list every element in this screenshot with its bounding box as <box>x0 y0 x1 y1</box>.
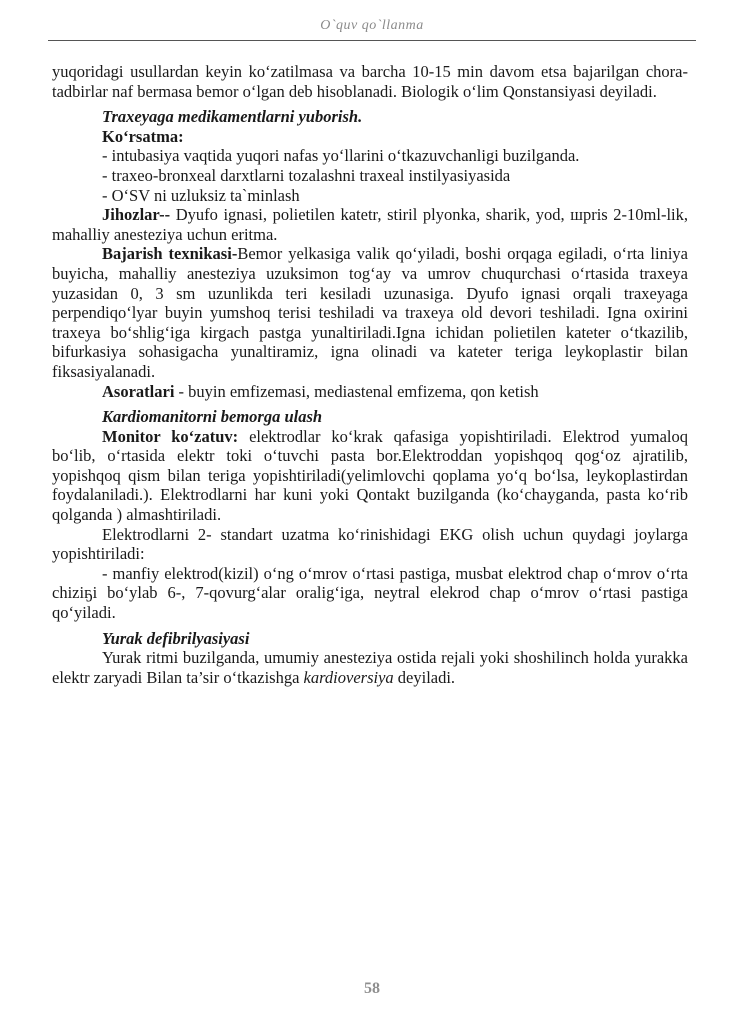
page-body <box>52 62 688 687</box>
section-heading-defibrillation: Yurak defibrilyasiyasi <box>102 628 250 648</box>
equipment-label: Jihozlar-- <box>102 205 171 225</box>
page-number: 58 <box>364 980 380 997</box>
section-heading-trachea: Traxeyaga medikamentlarni yuborish. <box>102 107 363 127</box>
header-divider <box>48 40 696 41</box>
defibrillation-end: deyiladi. <box>393 667 456 687</box>
technique-paragraph <box>52 244 688 381</box>
equipment-paragraph <box>52 205 688 244</box>
monitor-paragraph <box>52 427 688 525</box>
section-heading-monitor: Kardiomanitorni bemorga ulash <box>102 407 323 427</box>
cardioversion-term: kardioversiya <box>303 667 394 687</box>
ekg-paragraph: Elektrodlarni 2- standart uzatma ko‘rinishidagi EKG olish uchun quydagi joylarga yopishtiriladi: <box>52 524 688 564</box>
complications-label: Asoratlari <box>102 381 175 401</box>
defibrillation-text: Yurak ritmi buzilganda, umumiy anesteziya ostida rejali yoki shoshilinch holda yurakka elektr zaryadi Bilan ta’sir o‘tkazishga <box>52 648 688 687</box>
defibrillation-paragraph <box>52 648 688 687</box>
indications-line <box>52 127 688 147</box>
monitor-text: elektrodlar ko‘krak qafasiga yopishtiriladi. Elektrod yumaloq bo‘lib, o‘rtasida elektr toki o‘tuvchi pasta bor.Elektroddan yopishqoq qog‘oz ajratilib, yopishqoq qism bilan teriga yopishtiriladi(yelimlovchi qoplama yo‘q bo‘lsa, leykoplastirdan foydalaniladi.). Elektrodlarni har kuni yoki Qontakt buzilganda (ko‘chayganda, pasta ko‘rib qolganda ) almashtiriladi. <box>52 426 688 525</box>
indications-label: Ko‘rsatma: <box>102 126 184 146</box>
technique-label: Bajarish texnikasi- <box>102 244 238 264</box>
page-header <box>48 14 696 44</box>
monitor-label: Monitor ko‘zatuv: <box>102 426 239 446</box>
complications-paragraph <box>52 382 688 402</box>
indication-item-3: - O‘SV ni uzluksiz ta`minlash <box>102 185 300 205</box>
indication-item-2: - traxeo-bronxeal darxtlarni tozalashni traxeal instilyasiyasida <box>102 165 511 185</box>
running-title: O`quv qo`llanma <box>320 18 424 33</box>
indication-item-1: - intubasiya vaqtida yuqori nafas yo‘llarini o‘tkazuvchanligi buzilganda. <box>102 146 580 166</box>
technique-text: Bemor yelkasiga valik qo‘yiladi, boshi orqaga egiladi, o‘rta liniya buyicha, mahalliy anesteziya uzuksimon tog‘ay va umrov chuqurchasi o‘rtasida traxeya yuzasidan 0, 3 sm uzunlikda teri kesiladi uzunasiga. Dyufo ignasi orqali traxeyaga perpendiqo‘lyar buyin yumshoq terisi teshiladi va traxeya old devori teshiladi. Igna oxirini traxeya bo‘shlig‘iga kirgach pastga yunaltiriladi.Igna ichidan polietilen kateter o‘tkazilib, bifurkasiya sohasigacha yunaltiramiz, igna olinadi va kateter teriga leykoplastir bilan fiksasiyalanadi. <box>52 244 688 381</box>
complications-text: - buyin emfizemasi, mediastenal emfizema, qon ketish <box>174 381 539 401</box>
paragraph-intro: yuqoridagi usullardan keyin ko‘zatilmasa va barcha 10-15 min davom etsa bajarilgan chora-tadbirlar naf bermasa bemor o‘lgan deb hisoblanadi. Biologik o‘lim Qonstansiyasi deyiladi. <box>52 62 688 101</box>
electrode-placement-paragraph: - manfiy elektrod(kizil) o‘ng o‘mrov o‘rtasi pastiga, musbat elektrod chap o‘mrov o‘rta chiziҕi bo‘ylab 6-, 7-qovurg‘alar oralig‘iga, neytral elekrod chap o‘mrov o‘rtasi pastiga qo‘yiladi. <box>52 563 688 623</box>
equipment-text: Dyufo ignasi, polietilen katetr, stiril plyonka, sharik, yod, шpris 2-10ml-lik, mahalliy anesteziya uchun eritma. <box>52 205 688 244</box>
